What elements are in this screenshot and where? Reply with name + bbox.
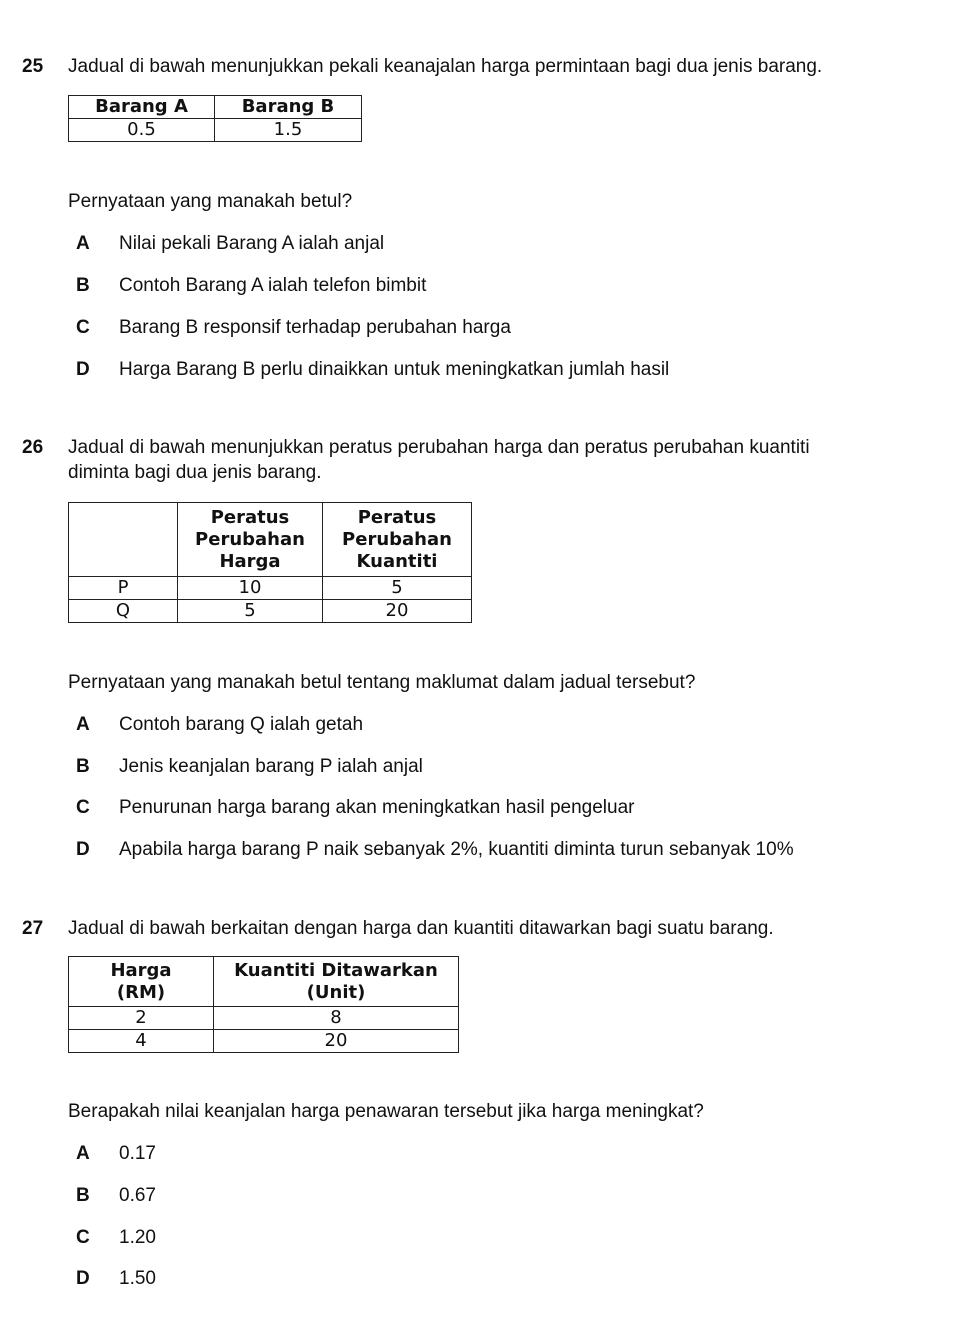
table-cell: 2 <box>69 1007 214 1030</box>
table-header <box>178 503 323 577</box>
option-text: Barang B responsif terhadap perubahan harga <box>119 317 511 338</box>
option-text: 0.67 <box>119 1185 156 1206</box>
table-header <box>69 957 214 1007</box>
header-line: Perubahan <box>342 528 452 550</box>
table-header-empty <box>69 503 178 577</box>
table-header <box>323 503 472 577</box>
header-line: Perubahan <box>195 528 305 550</box>
option-letter: A <box>76 1143 90 1164</box>
option-letter: C <box>76 797 90 818</box>
option-text: Penurunan harga barang akan meningkatkan hasil pengeluar <box>119 797 635 818</box>
q25-table <box>68 95 362 142</box>
table-cell: 10 <box>178 577 323 600</box>
option-letter: C <box>76 317 90 338</box>
option-letter: D <box>76 1268 90 1289</box>
q27-table <box>68 956 459 1053</box>
option-text: 1.20 <box>119 1227 156 1248</box>
table-cell: 5 <box>323 577 472 600</box>
header-line: Peratus <box>357 506 437 528</box>
option-letter: B <box>76 756 90 777</box>
table-header: Barang B <box>215 96 362 119</box>
question-stem: Jadual di bawah menunjukkan pekali keanajalan harga permintaan bagi dua jenis barang. <box>68 56 823 77</box>
option-text: Contoh barang Q ialah getah <box>119 714 364 735</box>
question-prompt: Berapakah nilai keanjalan harga penawaran tersebut jika harga meningkat? <box>68 1101 704 1122</box>
option-text: 0.17 <box>119 1143 156 1164</box>
table-cell: 20 <box>214 1030 459 1053</box>
header-line: Peratus <box>210 506 290 528</box>
header-line: Kuantiti Ditawarkan <box>234 959 438 981</box>
question-number: 25 <box>22 56 44 77</box>
header-line: Harga <box>219 550 281 572</box>
question-number: 26 <box>22 437 44 458</box>
option-letter: D <box>76 839 90 860</box>
option-letter: A <box>76 714 90 735</box>
option-letter: D <box>76 359 90 380</box>
table-cell: 8 <box>214 1007 459 1030</box>
table-cell: Q <box>69 600 178 623</box>
table-cell: 1.5 <box>215 119 362 142</box>
header-line: Harga <box>110 959 172 981</box>
q26-table <box>68 502 472 623</box>
question-prompt: Pernyataan yang manakah betul? <box>68 191 353 212</box>
header-line: (RM) <box>116 981 166 1003</box>
table-header: Barang A <box>69 96 215 119</box>
question-stem: Jadual di bawah berkaitan dengan harga dan kuantiti ditawarkan bagi suatu barang. <box>68 918 774 939</box>
table-cell: 0.5 <box>69 119 215 142</box>
question-stem-line2: diminta bagi dua jenis barang. <box>68 462 322 483</box>
option-text: Apabila harga barang P naik sebanyak 2%, kuantiti diminta turun sebanyak 10% <box>119 839 794 860</box>
table-cell: P <box>69 577 178 600</box>
option-text: Contoh Barang A ialah telefon bimbit <box>119 275 427 296</box>
header-line: (Unit) <box>306 981 366 1003</box>
question-stem-line1: Jadual di bawah menunjukkan peratus perubahan harga dan peratus perubahan kuantiti <box>68 437 810 458</box>
option-text: Jenis keanjalan barang P ialah anjal <box>119 756 423 777</box>
option-text: 1.50 <box>119 1268 156 1289</box>
option-text: Nilai pekali Barang A ialah anjal <box>119 233 385 254</box>
header-line: Kuantiti <box>356 550 438 572</box>
option-letter: A <box>76 233 90 254</box>
table-cell: 20 <box>323 600 472 623</box>
table-cell: 5 <box>178 600 323 623</box>
option-letter: B <box>76 1185 90 1206</box>
option-letter: C <box>76 1227 90 1248</box>
table-cell: 4 <box>69 1030 214 1053</box>
option-text: Harga Barang B perlu dinaikkan untuk meningkatkan jumlah hasil <box>119 359 670 380</box>
table-header <box>214 957 459 1007</box>
question-number: 27 <box>22 918 44 939</box>
option-letter: B <box>76 275 90 296</box>
question-prompt: Pernyataan yang manakah betul tentang maklumat dalam jadual tersebut? <box>68 672 696 693</box>
